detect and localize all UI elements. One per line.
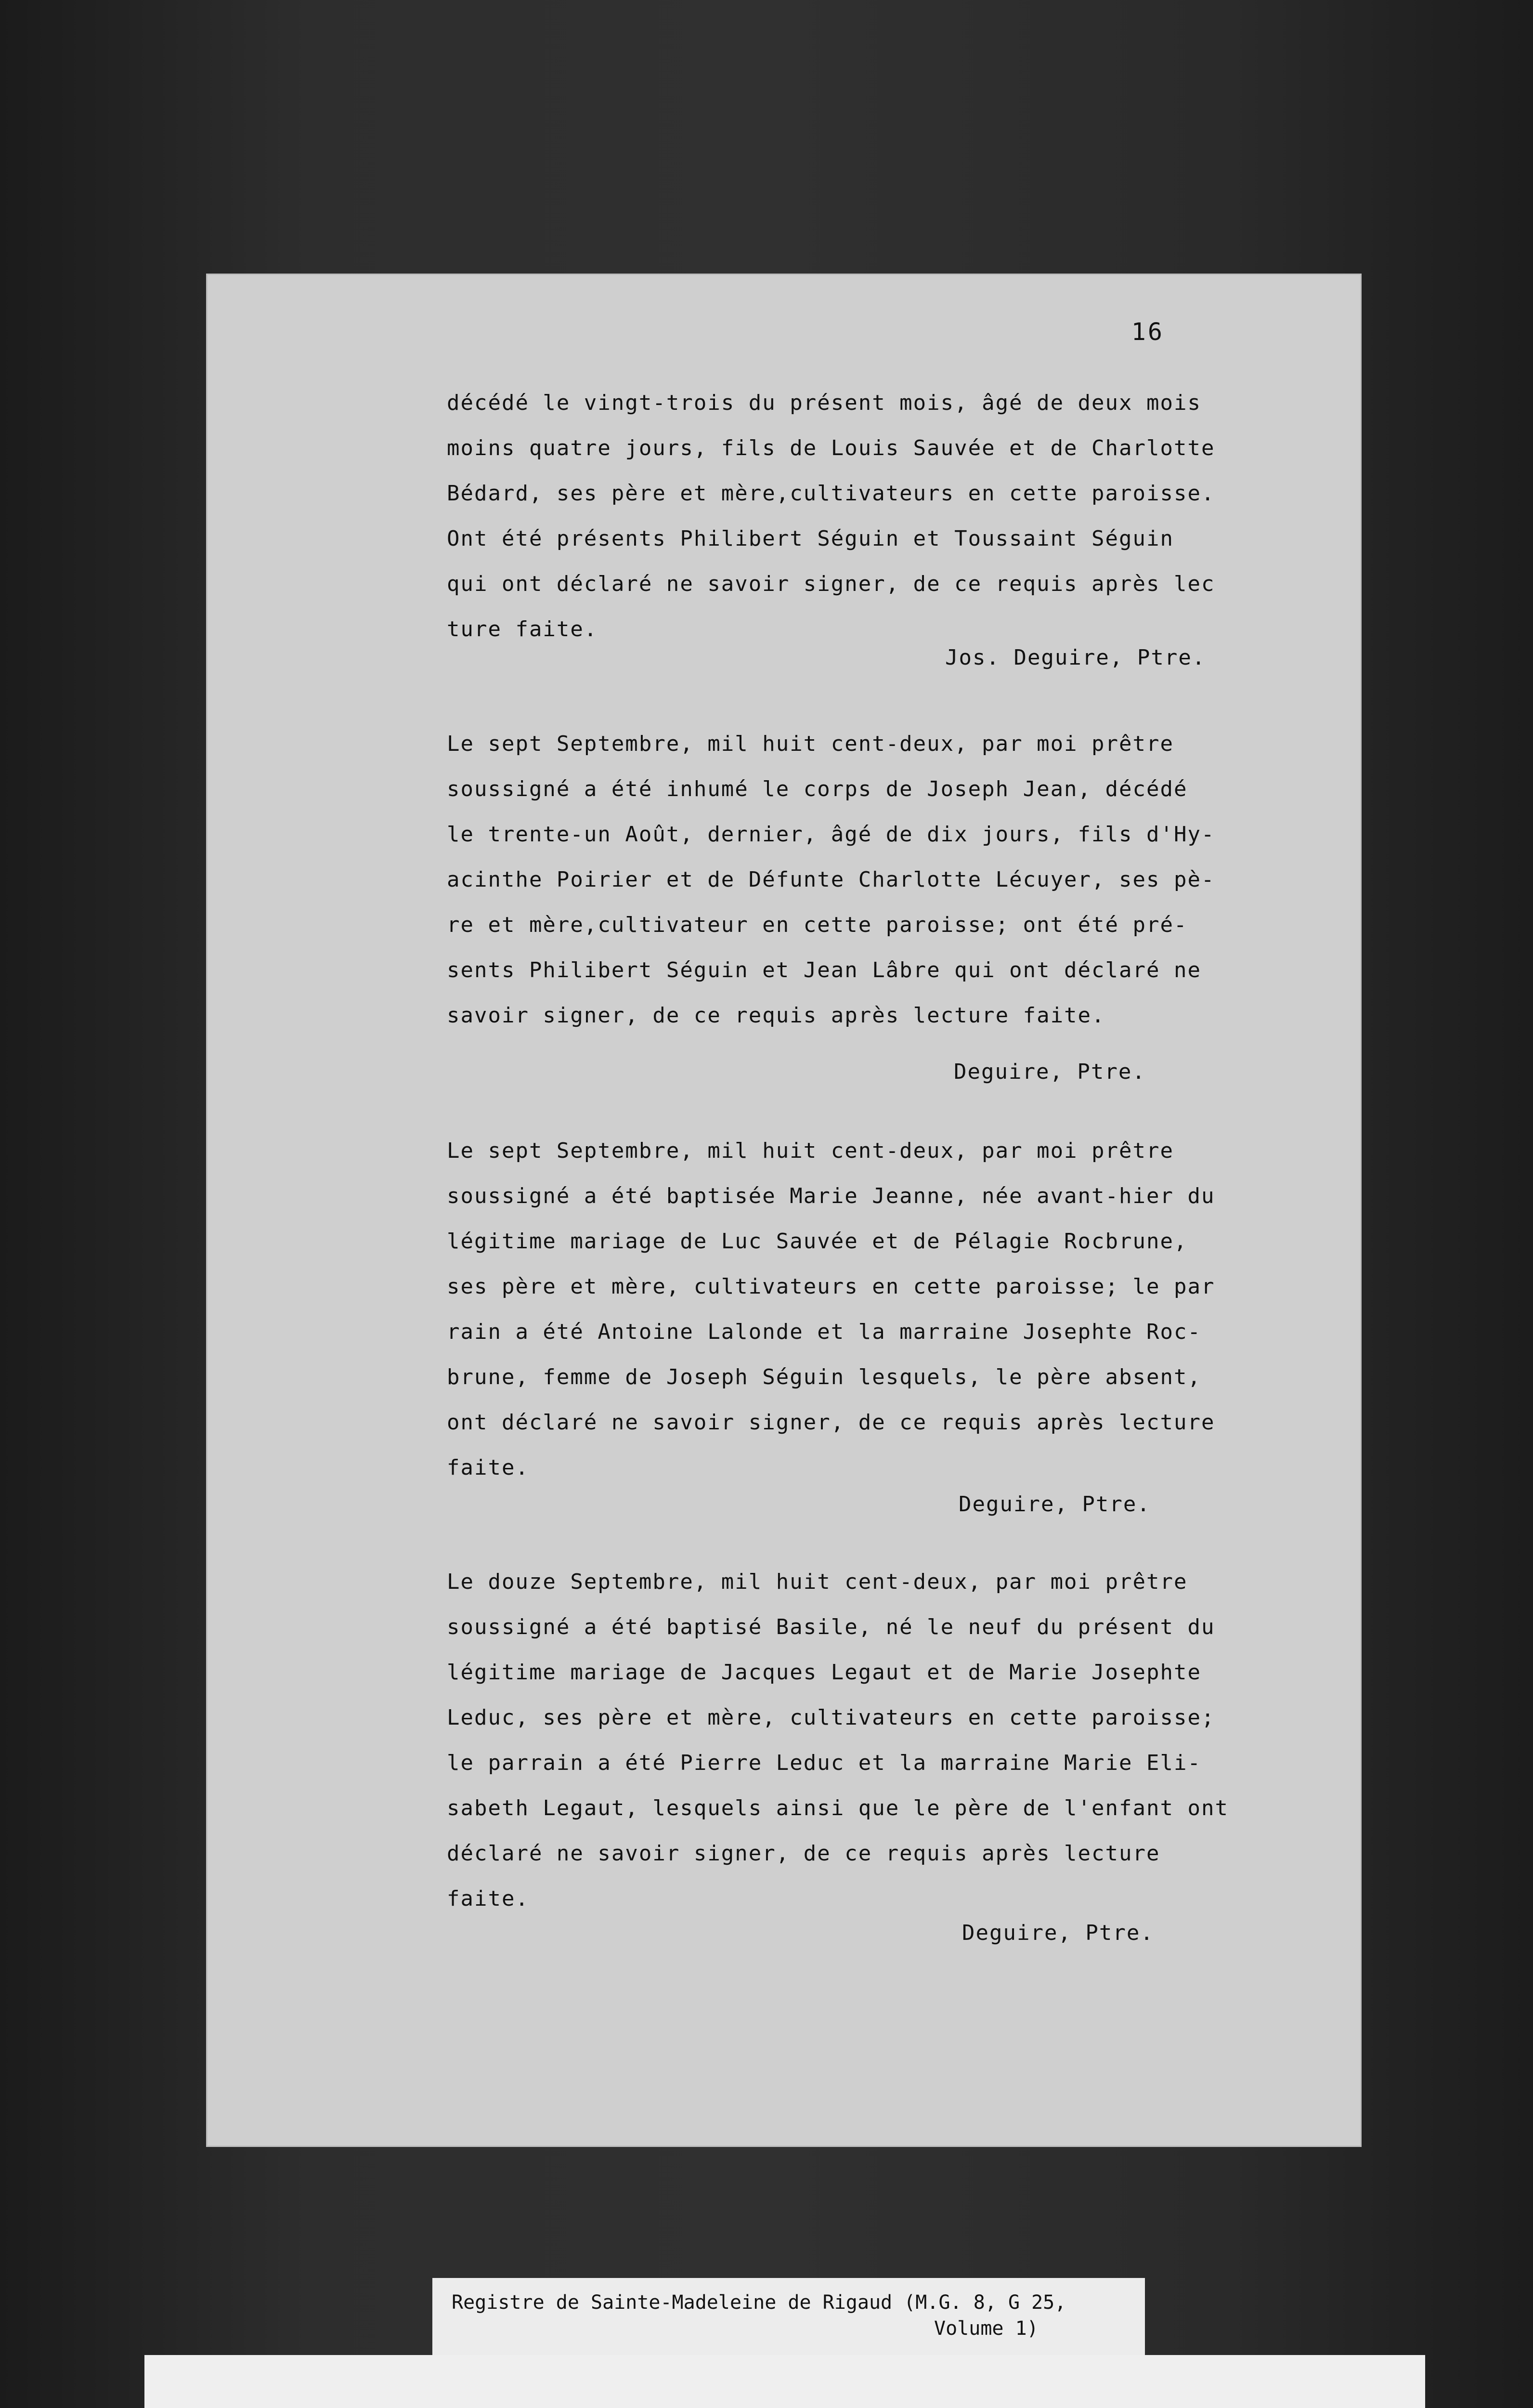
entry-line: sabeth Legaut, lesquels ainsi que le père de l'enfant ont	[447, 1796, 1229, 1820]
entry-line: acinthe Poirier et de Défunte Charlotte Lécuyer, ses pè-	[447, 867, 1215, 892]
entry-line: brune, femme de Joseph Séguin lesquels, le père absent,	[447, 1365, 1201, 1389]
entry-line: qui ont déclaré ne savoir signer, de ce requis après lec	[447, 572, 1215, 596]
entry-line: soussigné a été inhumé le corps de Joseph Jean, décédé	[447, 777, 1188, 801]
entry-line: savoir signer, de ce requis après lecture faite.	[447, 1003, 1105, 1028]
entry-line: soussigné a été baptisée Marie Jeanne, née avant-hier du	[447, 1184, 1215, 1208]
entry-line: Le sept Septembre, mil huit cent-deux, par moi prêtre	[447, 732, 1174, 756]
entry-line: ture faite.	[447, 617, 598, 641]
entry-line: décédé le vingt-trois du présent mois, âgé de deux mois	[447, 391, 1201, 415]
entry-line: légitime mariage de Jacques Legaut et de Marie Josephte	[447, 1660, 1201, 1685]
entry-line: Leduc, ses père et mère, cultivateurs en cette paroisse;	[447, 1705, 1215, 1730]
page-number: 16	[1131, 318, 1164, 346]
entry-line: moins quatre jours, fils de Louis Sauvée et de Charlotte	[447, 436, 1215, 460]
register-entry	[447, 721, 1506, 1038]
entry-line: sents Philibert Séguin et Jean Lâbre qui ont déclaré ne	[447, 958, 1201, 982]
reference-line-2: Volume 1)	[934, 2317, 1039, 2340]
entry-line: ont déclaré ne savoir signer, de ce requis après lecture	[447, 1410, 1215, 1435]
document-page	[206, 274, 1362, 2147]
entry-line: Ont été présents Philibert Séguin et Toussaint Séguin	[447, 526, 1174, 551]
entry-line: faite.	[447, 1455, 529, 1480]
archive-card	[144, 2355, 1425, 2408]
entry-line: soussigné a été baptisé Basile, né le neuf du présent du	[447, 1615, 1215, 1639]
entry-line: re et mère,cultivateur en cette paroisse; ont été pré-	[447, 913, 1188, 937]
entry-line: Le sept Septembre, mil huit cent-deux, par moi prêtre	[447, 1139, 1174, 1163]
entry-line: le trente-un Août, dernier, âgé de dix jours, fils d'Hy-	[447, 822, 1215, 847]
entry-line: ses père et mère, cultivateurs en cette paroisse; le par	[447, 1274, 1215, 1299]
priest-signature: Deguire, Ptre.	[954, 1060, 1146, 1084]
register-entry	[447, 1559, 1506, 1922]
entry-line: Le douze Septembre, mil huit cent-deux, par moi prêtre	[447, 1570, 1188, 1594]
entry-line: déclaré ne savoir signer, de ce requis après lecture	[447, 1841, 1160, 1866]
reference-label	[432, 2278, 1145, 2355]
priest-signature: Deguire, Ptre.	[959, 1492, 1151, 1517]
entry-line: légitime mariage de Luc Sauvée et de Pélagie Rocbrune,	[447, 1229, 1188, 1254]
register-entry	[447, 1128, 1506, 1491]
priest-signature: Deguire, Ptre.	[962, 1921, 1154, 1945]
register-entry	[447, 380, 1506, 652]
priest-signature: Jos. Deguire, Ptre.	[945, 645, 1206, 670]
entry-line: le parrain a été Pierre Leduc et la marraine Marie Eli-	[447, 1751, 1201, 1775]
entry-line: faite.	[447, 1886, 529, 1911]
reference-line-1: Registre de Sainte-Madeleine de Rigaud (M.G. 8, G 25,	[452, 2291, 1066, 2314]
entry-line: rain a été Antoine Lalonde et la marraine Josephte Roc-	[447, 1320, 1201, 1344]
entry-line: Bédard, ses père et mère,cultivateurs en cette paroisse.	[447, 481, 1215, 506]
